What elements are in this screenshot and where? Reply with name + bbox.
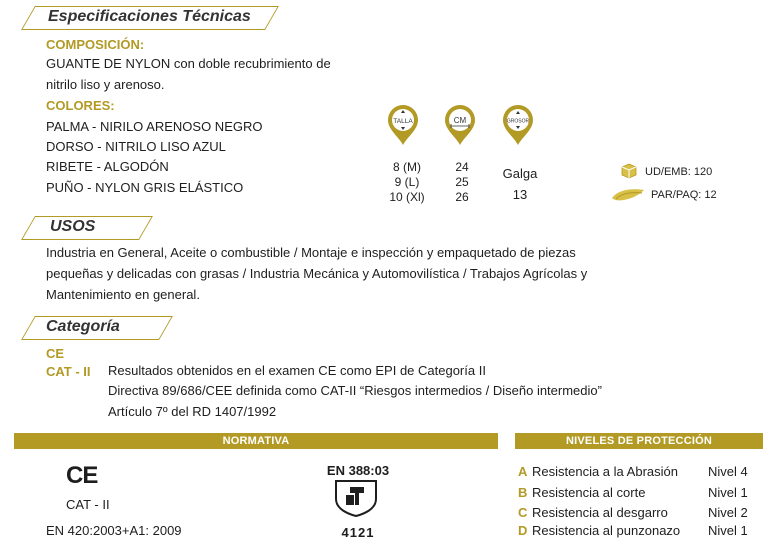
niveles-band: NIVELES DE PROTECCIÓN (515, 433, 763, 449)
nivel-label: Resistencia al corte (532, 485, 646, 500)
cm-values (448, 160, 476, 205)
nivel-row (518, 523, 680, 538)
talla-value: 9 (L) (394, 175, 420, 189)
nivel-value: Nivel 4 (708, 464, 748, 479)
par-paq-text: PAR/PAQ: 12 (651, 189, 717, 201)
nivel-letter: D (518, 523, 528, 538)
cm-value: 25 (455, 175, 469, 189)
color-line-2: DORSO - NITRILO LISO AZUL (46, 139, 226, 154)
normativa-band: NORMATIVA (14, 433, 498, 449)
nivel-value: Nivel 2 (708, 505, 748, 520)
ce-label: CE (46, 346, 65, 361)
categoria-line-1: Resultados obtenidos en el examen CE como EPI de Categoría II (108, 363, 486, 378)
cm-pin-icon (443, 104, 477, 146)
grosor-icon-label: GROSOR (506, 118, 530, 125)
galga-label: Galga (502, 166, 538, 181)
grosor-pin-icon (501, 104, 535, 146)
cm-value: 24 (455, 160, 469, 174)
nivel-row (518, 485, 645, 500)
color-line-4: PUÑO - NYLON GRIS ELÁSTICO (46, 180, 244, 195)
nivel-value: Nivel 1 (708, 523, 748, 538)
colores-label: COLORES: (46, 98, 115, 113)
usos-line-2: pequeñas y delicadas con grasas / Industria Mecánica y Automovilística / Trabajos Agrícolas y (46, 266, 588, 281)
normativa-cat: CAT - II (66, 497, 110, 512)
usos-line-1: Industria en General, Aceite o combustible / Montaje e inspección y empaquetado de piezas (46, 245, 576, 260)
en388-title: EN 388:03 (326, 463, 390, 478)
talla-value: 10 (Xl) (389, 190, 425, 204)
categoria-section-header (14, 316, 174, 340)
box-icon (620, 162, 638, 185)
galga-value: 13 (512, 187, 528, 202)
en388-code: 4121 (341, 525, 375, 540)
ud-emb-text: UD/EMB: 120 (645, 166, 713, 178)
nivel-row (518, 505, 668, 520)
composicion-line-1: GUANTE DE NYLON con doble recubrimiento de (46, 56, 331, 71)
composicion-label: COMPOSICIÓN: (46, 37, 145, 52)
color-line-1: PALMA - NIRILO ARENOSO NEGRO (46, 119, 263, 134)
talla-pin-icon (386, 104, 420, 146)
categoria-title: Categoría (46, 318, 120, 335)
cm-value: 26 (455, 190, 469, 204)
nivel-letter: C (518, 505, 528, 520)
nivel-label: Resistencia al desgarro (532, 505, 668, 520)
nivel-row (518, 464, 678, 479)
categoria-line-3: Artículo 7º del RD 1407/1992 (108, 404, 277, 419)
en420-text: EN 420:2003+A1: 2009 (46, 523, 182, 538)
nivel-letter: B (518, 485, 528, 500)
usos-line-3: Mantenimiento en general. (46, 287, 200, 302)
talla-value: 8 (M) (393, 160, 421, 174)
nivel-label: Resistencia a la Abrasión (532, 464, 678, 479)
gloves-icon (610, 186, 646, 207)
talla-icon-label: TALLA (393, 118, 413, 125)
usos-title: USOS (50, 218, 96, 235)
color-line-3: RIBETE - ALGODÓN (46, 159, 169, 174)
talla-values (384, 160, 430, 205)
usos-section-header (14, 216, 154, 240)
spec-section-header (14, 6, 274, 30)
categoria-line-2: Directiva 89/686/CEE definida como CAT-II “Riesgos intermedios / Diseño intermedio” (108, 383, 602, 398)
nivel-value: Nivel 1 (708, 485, 748, 500)
nivel-label: Resistencia al punzonazo (532, 523, 681, 538)
cat-ii-label: CAT - II (46, 364, 91, 379)
ce-mark: CE (66, 462, 98, 489)
cm-icon-label: CM (453, 116, 467, 125)
composicion-line-2: nitrilo liso y arenoso. (46, 77, 165, 92)
spec-title: Especificaciones Técnicas (48, 8, 251, 25)
nivel-letter: A (518, 464, 528, 479)
shield-hammer-icon (334, 479, 378, 522)
